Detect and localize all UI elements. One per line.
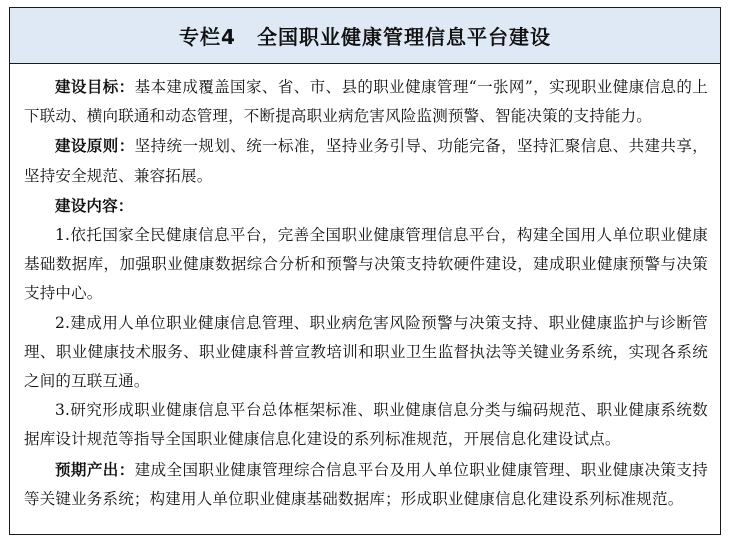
content-item-3: 3.研究形成职业健康信息平台总体框架标准、职业健康信息分类与编码规范、职业健康系统数据库设计规范等指导全国职业健康信息化建设的系列标准规范，开展信息化建设试点。 <box>24 401 708 449</box>
output-text: 建成全国职业健康管理综合信息平台及用人单位职业健康管理、职业健康决策支持等关键业务系统；构建用人单位职业健康基础数据库；形成职业健康信息化建设系列标准规范。 <box>24 460 708 508</box>
output-paragraph <box>24 455 708 514</box>
goal-text: 基本建成覆盖国家、省、市、县的职业健康管理“一张网”，实现职业健康信息的上下联动、横向联通和动态管理，不断提高职业病危害风险监测预警、智能决策的支持能力。 <box>24 78 708 126</box>
goal-paragraph <box>24 72 708 131</box>
goal-label: 建设目标： <box>55 77 135 96</box>
principle-label: 建设原则： <box>55 136 135 156</box>
principle-paragraph <box>24 131 708 190</box>
content-item-2: 2.建成用人单位职业健康信息管理、职业病危害风险预警与决策支持、职业健康监护与诊断管理、职业健康技术服务、职业健康科普宣教培训和职业卫生监督执法等关键业务系统，实现各系统之间的互联互通。 <box>24 313 708 391</box>
column-title: 专栏4 全国职业健康管理信息平台建设 <box>179 25 551 49</box>
column-body <box>10 64 720 514</box>
content-item-1: 1.依托国家全民健康信息平台，完善全国职业健康管理信息平台，构建全国用人单位职业健康基础数据库，加强职业健康数据综合分析和预警与决策支持软硬件建设，建成职业健康预警与决策支持中心。 <box>24 226 708 303</box>
title-bar <box>10 8 720 64</box>
principle-text: 坚持统一规划、统一标准，坚持业务引导、功能完备，坚持汇聚信息、共建共享，坚持安全规范、兼容拓展。 <box>24 137 708 185</box>
output-label: 预期产出： <box>55 459 135 479</box>
content-heading <box>24 191 708 221</box>
column-box <box>9 7 721 535</box>
content-label: 建设内容： <box>55 195 134 215</box>
